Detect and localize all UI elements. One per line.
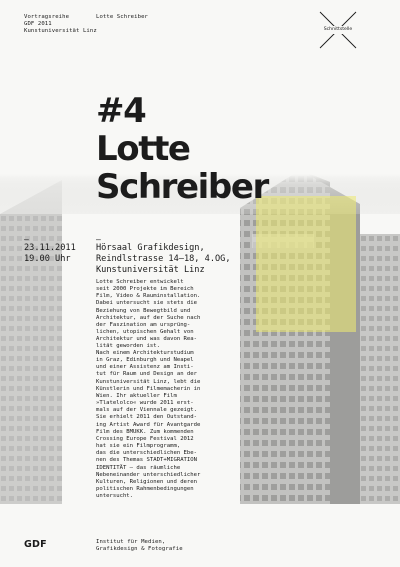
speaker-last-name: Schreiber — [96, 167, 268, 207]
left-building — [0, 180, 62, 514]
right-building — [360, 234, 400, 514]
schnittstelle-logo — [318, 10, 358, 50]
bio-paragraph-1: Lotte Schreiber entwickelt seit 2000 Projekte im Bereich Film, Video & Rauminstallation. Dabei untersucht sie stets die Beziehung von Bewegtbild und Architektur, auf der Suche nach der Faszination am ursprüng- lichen, utopischen Gehalt von Architektur und was davon Rea- lität geworden ist. — [96, 279, 201, 350]
bio-paragraph-2: Nach einem Architekturstudium in Graz, Edinburgh und Neapel und einer Assistenz am Insti- tut für Raum und Design an der Kunstuniversität Linz, lebt die Künstlerin und Filmemacherin in Wien. Ihr aktueller Film »Tlatelolco« wurde 2011 erst- mals auf der Viennale gezeigt. Sie erhielt 2011 den Outstand- ing Artist Award für Avantgarde Film des BMUKK. Zum kommenden Crossing Europe Festival 2012 hat sie ein Filmprogramm, das die unterschiedlichen Ebe- nen des Themas STADT+MIGRATION IDENTITÄT – das räumliche Nebeneinander unterschiedlicher Kulturen, Religionen und deren politischen Rahmenbedingungen untersucht. — [96, 350, 201, 500]
speaker-name-small: Lotte Schreiber — [96, 14, 149, 20]
event-date: 23.11.2011 — [24, 243, 76, 253]
institute-line: Institut für Medien, — [96, 539, 166, 545]
logo-label: Schnittstelle — [323, 27, 353, 32]
speaker-first-name: Lotte — [96, 129, 190, 169]
yellow-overlay — [256, 196, 356, 332]
series-line: Vortragsreihe — [24, 14, 70, 20]
lecture-number: #4 — [96, 91, 146, 131]
date-dash: – — [24, 235, 29, 244]
series-info — [24, 14, 97, 36]
institute-line: Grafikdesign & Fotografie — [96, 546, 183, 553]
event-time: 19.00 Uhr — [24, 254, 71, 264]
venue-line: Hörsaal Grafikdesign, — [96, 243, 205, 253]
series-line: GDF 2011 — [24, 21, 52, 28]
venue-line: Kunstuniversität Linz — [96, 265, 205, 275]
series-line: Kunstuniversität Linz — [24, 28, 97, 35]
venue-line: Reindlstrasse 14–18, 4.OG, — [96, 254, 231, 264]
institute-info — [96, 539, 183, 553]
venue-dash: – — [96, 235, 101, 244]
gdf-logo: GDF — [24, 539, 47, 550]
venue — [96, 243, 231, 276]
date-time — [24, 243, 76, 265]
